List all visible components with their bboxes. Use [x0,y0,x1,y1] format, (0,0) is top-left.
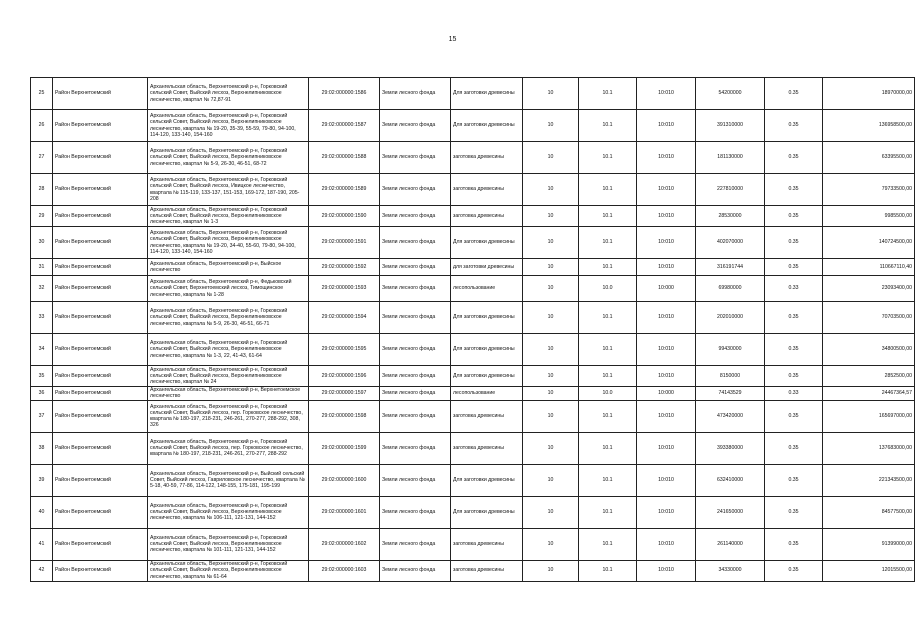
land-category-cell: Земли лесного фонда [380,366,451,387]
code1-cell: 10 [523,528,579,560]
code2-cell: 10.1 [579,142,637,174]
table-row [31,259,915,276]
land-category-cell: Земли лесного фонда [380,400,451,432]
cadastral-number-cell: 29:02:000000:1593 [309,276,380,302]
permitted-use-cell: заготовка древесины [451,560,523,581]
code3-cell: 10:010 [637,227,696,259]
code1-cell: 10 [523,334,579,366]
code2-cell: 10.1 [579,78,637,110]
code1-cell: 10 [523,366,579,387]
row-number: 36 [31,387,53,401]
code2-cell: 10.1 [579,366,637,387]
cadastral-number-cell: 29:02:000000:1599 [309,432,380,464]
code2-cell: 10.0 [579,387,637,401]
table-row [31,560,915,581]
table-row [31,334,915,366]
district-cell: Район Верхнетоемский [53,142,148,174]
permitted-use-cell: Для заготовки древесины [451,302,523,334]
land-register-table [30,77,915,582]
land-category-cell: Земли лесного фонда [380,78,451,110]
row-number: 29 [31,206,53,227]
rate-cell: 0.35 [765,560,823,581]
sum-cell: 84577500,00 [823,496,915,528]
code1-cell: 10 [523,464,579,496]
code2-cell: 10.1 [579,334,637,366]
cadastral-number-cell: 29:02:000000:1587 [309,110,380,142]
land-category-cell: Земли лесного фонда [380,528,451,560]
permitted-use-cell: заготовка древесины [451,142,523,174]
land-category-cell: Земли лесного фонда [380,464,451,496]
rate-cell: 0.35 [765,110,823,142]
table-row [31,78,915,110]
code1-cell: 10 [523,110,579,142]
land-category-cell: Земли лесного фонда [380,387,451,401]
cadastral-value-cell: 202010000 [696,302,765,334]
code3-cell: 10:010 [637,259,696,276]
permitted-use-cell: для заготовки древесины [451,259,523,276]
row-number: 37 [31,400,53,432]
code3-cell: 10:000 [637,387,696,401]
code2-cell: 10.1 [579,227,637,259]
rate-cell: 0.35 [765,174,823,206]
rate-cell: 0.35 [765,528,823,560]
sum-cell: 137683000,00 [823,432,915,464]
sum-cell: 136958500,00 [823,110,915,142]
sum-cell: 12015500,00 [823,560,915,581]
row-number: 40 [31,496,53,528]
cadastral-number-cell: 29:02:000000:1602 [309,528,380,560]
code3-cell: 10:010 [637,78,696,110]
cadastral-value-cell: 473420000 [696,400,765,432]
address-cell: Архангельская область, Верхнетоемский р-н, Горковский сельский Совет, Выйский лесхоз, Верхнелипниковское лесничество, квартала № 61-64 [148,560,309,581]
table-row [31,276,915,302]
cadastral-value-cell: 391310000 [696,110,765,142]
cadastral-number-cell: 29:02:000000:1600 [309,464,380,496]
address-cell: Архангельская область, Верхнетоемский р-н, Горковский сельский Совет, Выйский лесхоз, пер. Горковское лесничество, квартала № 180-197, 218-231, 246-261, 270-277, 288-292, 308, 326 [148,400,309,432]
code2-cell: 10.1 [579,259,637,276]
code3-cell: 10:010 [637,110,696,142]
permitted-use-cell: заготовка древесины [451,174,523,206]
land-category-cell: Земли лесного фонда [380,302,451,334]
district-cell: Район Верхнетоемский [53,432,148,464]
rate-cell: 0.33 [765,276,823,302]
sum-cell: 140724500,00 [823,227,915,259]
district-cell: Район Верхнетоемский [53,464,148,496]
address-cell: Архангельская область, Верхнетоемский р-н, Горковский сельский Совет, Выйский лесхоз, пер. Горковское лесничество, квартала № 180-197, 218-231, 246-261, 270-277, 288-292 [148,432,309,464]
code3-cell: 10:000 [637,276,696,302]
address-cell: Архангельская область, Верхнетоемский р-н, Федьковский сельский Совет, Верхнетоемский лесхоз, Тимощинское лесничество, квартала № 1-28 [148,276,309,302]
code1-cell: 10 [523,227,579,259]
table-row [31,302,915,334]
code1-cell: 10 [523,302,579,334]
code2-cell: 10.1 [579,496,637,528]
code1-cell: 10 [523,387,579,401]
rate-cell: 0.35 [765,366,823,387]
district-cell: Район Верхнетоемский [53,276,148,302]
code2-cell: 10.1 [579,528,637,560]
row-number: 28 [31,174,53,206]
land-category-cell: Земли лесного фонда [380,496,451,528]
code3-cell: 10:010 [637,302,696,334]
code2-cell: 10.1 [579,206,637,227]
rate-cell: 0.35 [765,259,823,276]
rate-cell: 0.33 [765,387,823,401]
permitted-use-cell: заготовка древесины [451,206,523,227]
land-category-cell: Земли лесного фонда [380,560,451,581]
permitted-use-cell: заготовка древесины [451,528,523,560]
cadastral-value-cell: 74143529 [696,387,765,401]
land-category-cell: Земли лесного фонда [380,110,451,142]
sum-cell: 110667110,40 [823,259,915,276]
rate-cell: 0.35 [765,142,823,174]
cadastral-number-cell: 29:02:000000:1603 [309,560,380,581]
district-cell: Район Верхнетоемский [53,227,148,259]
row-number: 26 [31,110,53,142]
code1-cell: 10 [523,142,579,174]
cadastral-number-cell: 29:02:000000:1589 [309,174,380,206]
district-cell: Район Верхнетоемский [53,302,148,334]
cadastral-number-cell: 29:02:000000:1586 [309,78,380,110]
permitted-use-cell: лесопользование [451,387,523,401]
permitted-use-cell: лесопользование [451,276,523,302]
code2-cell: 10.1 [579,174,637,206]
table-row [31,142,915,174]
rate-cell: 0.35 [765,400,823,432]
row-number: 33 [31,302,53,334]
sum-cell: 221343500,00 [823,464,915,496]
district-cell: Район Верхнетоемский [53,496,148,528]
permitted-use-cell: Для заготовки древесины [451,496,523,528]
row-number: 25 [31,78,53,110]
address-cell: Архангельская область, Верхнетоемский р-н, Горковский сельский Совет, Выйский лесхоз, Верхнелипниковское лесничество, квартал № 1-3 [148,206,309,227]
sum-cell: 2852500,00 [823,366,915,387]
district-cell: Район Верхнетоемский [53,366,148,387]
address-cell: Архангельская область, Верхнетоемский р-н, Горковский сельский Совет, Выйский лесхоз, Верхнелипниковское лесничество, квартала № 1-3, 22, 41-43, 61-64 [148,334,309,366]
address-cell: Архангельская область, Верхнетоемский р-н, Горковский сельский Совет, Выйский лесхоз, Верхнелипниковское лесничество, квартал № 5-9, 26-30, 46-51, 68-72 [148,142,309,174]
cadastral-number-cell: 29:02:000000:1594 [309,302,380,334]
sum-cell: 91399000,00 [823,528,915,560]
address-cell: Архангельская область, Верхнетоемский р-н, Горковский сельский Совет, Выйский лесхоз, Верхнелипниковское лесничество, квартала № 101-111, 121-131, 144-152 [148,528,309,560]
district-cell: Район Верхнетоемский [53,174,148,206]
district-cell: Район Верхнетоемский [53,560,148,581]
code1-cell: 10 [523,496,579,528]
permitted-use-cell: Для заготовки древесины [451,110,523,142]
code2-cell: 10.1 [579,432,637,464]
table-row [31,464,915,496]
row-number: 27 [31,142,53,174]
cadastral-value-cell: 69980000 [696,276,765,302]
address-cell: Архангельская область, Верхнетоемский р-н, Горковский сельский Совет, Выйский лесхоз, Верхнелипниковское лесничество, квартала № 106-111, 121-131, 144-152 [148,496,309,528]
code3-cell: 10:010 [637,528,696,560]
code1-cell: 10 [523,174,579,206]
cadastral-value-cell: 227810000 [696,174,765,206]
code2-cell: 10.1 [579,302,637,334]
district-cell: Район Верхнетоемский [53,78,148,110]
code1-cell: 10 [523,78,579,110]
cadastral-number-cell: 29:02:000000:1595 [309,334,380,366]
code3-cell: 10:010 [637,206,696,227]
cadastral-number-cell: 29:02:000000:1590 [309,206,380,227]
table-row [31,206,915,227]
land-category-cell: Земли лесного фонда [380,432,451,464]
permitted-use-cell: заготовка древесины [451,400,523,432]
address-cell: Архангельская область, Верхнетоемский р-н, Горковский сельский Совет, Выйский лесхоз, Верхнелипниковское лесничество, квартала № 19-20, 34-40, 55-60, 79-80, 94-100, 114-120, 133-140, 154-160 [148,227,309,259]
cadastral-value-cell: 393380000 [696,432,765,464]
land-category-cell: Земли лесного фонда [380,334,451,366]
cadastral-value-cell: 632410000 [696,464,765,496]
address-cell: Архангельская область, Верхнетоемский р-н, Горковский сельский Совет, Выйский лесхоз, Верхнелипниковское лесничество, квартала № 5-9, 26-30, 46-51, 66-71 [148,302,309,334]
row-number: 30 [31,227,53,259]
sum-cell: 34800500,00 [823,334,915,366]
code3-cell: 10:010 [637,400,696,432]
rate-cell: 0.35 [765,464,823,496]
code3-cell: 10:010 [637,142,696,174]
address-cell: Архангельская область, Верхнетоемский р-н, Выйское лесничество [148,259,309,276]
land-category-cell: Земли лесного фонда [380,259,451,276]
district-cell: Район Верхнетоемский [53,334,148,366]
cadastral-value-cell: 316191744 [696,259,765,276]
district-cell: Район Верхнетоемский [53,206,148,227]
row-number: 34 [31,334,53,366]
table-row [31,528,915,560]
sum-cell: 165697000,00 [823,400,915,432]
cadastral-value-cell: 241650000 [696,496,765,528]
district-cell: Район Верхнетоемский [53,259,148,276]
address-cell: Архангельская область, Верхнетоемский р-н, Горковский сельский Совет, Выйский лесхоз, Верхнелипниковское лесничество, квартал № 72,87-91 [148,78,309,110]
table-row [31,366,915,387]
cadastral-value-cell: 28530000 [696,206,765,227]
cadastral-value-cell: 99430000 [696,334,765,366]
address-cell: Архангельская область, Верхнетоемский р-н, Горковский сельский Совет, Выйский лесхоз, Ивицкое лесничество, квартала № 115-119, 133-137, 151-153, 169-172, 187-190, 205-208 [148,174,309,206]
code3-cell: 10:010 [637,464,696,496]
rate-cell: 0.35 [765,496,823,528]
land-category-cell: Земли лесного фонда [380,174,451,206]
row-number: 39 [31,464,53,496]
address-cell: Архангельская область, Верхнетоемский р-н, Горковский сельский Совет, Выйский лесхоз, Верхнелипниковское лесничество, квартала № 19-20, 35-39, 55-59, 79-80, 94-100, 114-120, 133-140, 154-160 [148,110,309,142]
land-category-cell: Земли лесного фонда [380,142,451,174]
permitted-use-cell: Для заготовки древесины [451,464,523,496]
address-cell: Архангельская область, Верхнетоемский р-н, Выйский сельский Совет, Выйский лесхоз, Гавриловское лесничество, квартала № 5-18, 40-59, 77-86, 114-122, 148-155, 175-181, 195-199 [148,464,309,496]
cadastral-value-cell: 261140000 [696,528,765,560]
row-number: 42 [31,560,53,581]
rate-cell: 0.35 [765,227,823,259]
table-row [31,227,915,259]
code1-cell: 10 [523,276,579,302]
code1-cell: 10 [523,206,579,227]
sum-cell: 18970000,00 [823,78,915,110]
cadastral-number-cell: 29:02:000000:1598 [309,400,380,432]
code2-cell: 10.1 [579,110,637,142]
code1-cell: 10 [523,400,579,432]
code3-cell: 10:010 [637,174,696,206]
table-row [31,432,915,464]
code3-cell: 10:010 [637,366,696,387]
cadastral-value-cell: 54200000 [696,78,765,110]
table-row [31,174,915,206]
sum-cell: 9985500,00 [823,206,915,227]
district-cell: Район Верхнетоемский [53,387,148,401]
land-category-cell: Земли лесного фонда [380,206,451,227]
cadastral-value-cell: 8150000 [696,366,765,387]
cadastral-number-cell: 29:02:000000:1588 [309,142,380,174]
row-number: 32 [31,276,53,302]
sum-cell: 23093400,00 [823,276,915,302]
code1-cell: 10 [523,432,579,464]
code2-cell: 10.0 [579,276,637,302]
district-cell: Район Верхнетоемский [53,528,148,560]
table-row [31,496,915,528]
permitted-use-cell: заготовка древесины [451,432,523,464]
permitted-use-cell: Для заготовки древесины [451,227,523,259]
code3-cell: 10:010 [637,334,696,366]
cadastral-number-cell: 29:02:000000:1597 [309,387,380,401]
code3-cell: 10:010 [637,560,696,581]
row-number: 31 [31,259,53,276]
code2-cell: 10.1 [579,464,637,496]
cadastral-number-cell: 29:02:000000:1591 [309,227,380,259]
code2-cell: 10.1 [579,400,637,432]
rate-cell: 0.35 [765,432,823,464]
table-body [31,78,915,582]
row-number: 41 [31,528,53,560]
rate-cell: 0.35 [765,334,823,366]
address-cell: Архангельская область, Верхнетоемский р-н, Верхнетоемское лесничество [148,387,309,401]
cadastral-value-cell: 402070000 [696,227,765,259]
sum-cell: 79733500,00 [823,174,915,206]
permitted-use-cell: Для заготовки древесины [451,366,523,387]
row-number: 35 [31,366,53,387]
land-category-cell: Земли лесного фонда [380,276,451,302]
code3-cell: 10:010 [637,496,696,528]
code2-cell: 10.1 [579,560,637,581]
code1-cell: 10 [523,259,579,276]
permitted-use-cell: Для заготовки древесины [451,334,523,366]
permitted-use-cell: Для заготовки древесины [451,78,523,110]
sum-cell: 24467364,57 [823,387,915,401]
table-row [31,387,915,401]
cadastral-number-cell: 29:02:000000:1601 [309,496,380,528]
rate-cell: 0.35 [765,302,823,334]
cadastral-value-cell: 181130000 [696,142,765,174]
district-cell: Район Верхнетоемский [53,400,148,432]
table-row [31,110,915,142]
cadastral-value-cell: 34330000 [696,560,765,581]
rate-cell: 0.35 [765,78,823,110]
table-row [31,400,915,432]
sum-cell: 70703500,00 [823,302,915,334]
code3-cell: 10:010 [637,432,696,464]
cadastral-number-cell: 29:02:000000:1596 [309,366,380,387]
row-number: 38 [31,432,53,464]
sum-cell: 63395500,00 [823,142,915,174]
land-category-cell: Земли лесного фонда [380,227,451,259]
page-number: 15 [448,36,457,43]
address-cell: Архангельская область, Верхнетоемский р-н, Горковский сельский Совет, Выйский лесхоз, Верхнелипниковское лесничество, квартал № 24 [148,366,309,387]
district-cell: Район Верхнетоемский [53,110,148,142]
code1-cell: 10 [523,560,579,581]
rate-cell: 0.35 [765,206,823,227]
cadastral-number-cell: 29:02:000000:1592 [309,259,380,276]
